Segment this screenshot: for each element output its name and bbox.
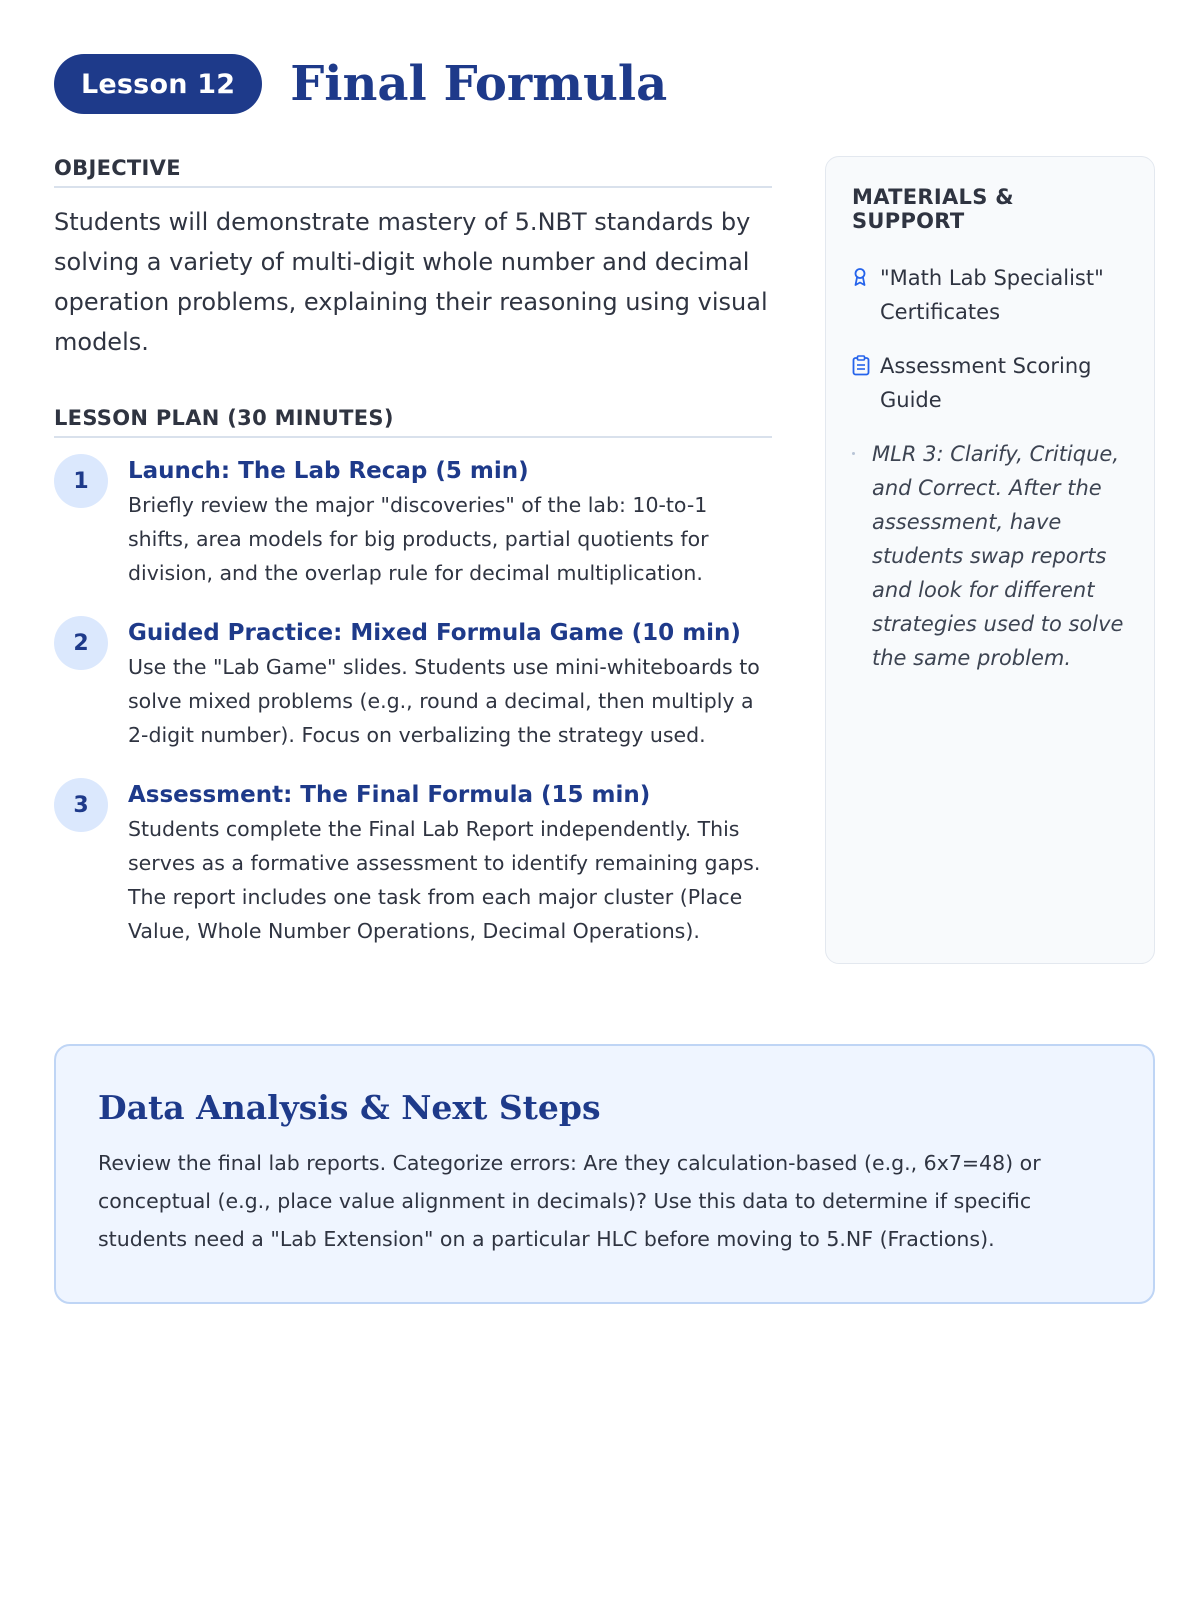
mlr-note-text: MLR 3: Clarify, Critique, and Correct. After the assessment, have students swap reports and look for different strategies used to solve the same problem. — [872, 442, 1124, 670]
step-title: Assessment: The Final Formula (15 min) — [128, 782, 651, 808]
main-content — [54, 156, 772, 974]
lesson-plan-steps — [54, 454, 772, 948]
step-number-badge: 2 — [54, 616, 108, 670]
lesson-step — [54, 454, 772, 590]
clipboard-icon — [852, 349, 880, 417]
mlr-note — [852, 437, 1128, 675]
step-number-badge: 3 — [54, 778, 108, 832]
step-title: Launch: The Lab Recap (5 min) — [128, 458, 529, 484]
objective-heading: OBJECTIVE — [54, 156, 772, 188]
lesson-plan-heading: LESSON PLAN (30 MINUTES) — [54, 406, 772, 438]
material-item — [852, 261, 1128, 329]
material-label: "Math Lab Specialist" Certificates — [880, 266, 1104, 324]
objective-text: Students will demonstrate mastery of 5.NBT standards by solving a variety of multi-digit whole number and decimal operation problems, explaining their reasoning using visual models. — [54, 208, 768, 356]
bullet-dot-icon — [852, 437, 872, 675]
step-description: Briefly review the major "discoveries" of the lab: 10-to-1 shifts, area models for big products, partial quotients for division, and the overlap rule for decimal multiplication. — [128, 493, 709, 585]
lesson-step — [54, 778, 772, 948]
analysis-title: Data Analysis & Next Steps — [98, 1088, 601, 1127]
data-analysis-panel — [54, 1044, 1155, 1304]
materials-heading: MATERIALS & SUPPORT — [852, 185, 1014, 233]
step-description: Use the "Lab Game" slides. Students use mini-whiteboards to solve mixed problems (e.g., round a decimal, then multiply a 2-digit number). Focus on verbalizing the strategy used. — [128, 655, 760, 747]
lesson-number-badge: Lesson 12 — [54, 54, 262, 114]
lesson-header — [54, 54, 667, 114]
step-number-badge: 1 — [54, 454, 108, 508]
lesson-step — [54, 616, 772, 752]
page-title: Final Formula — [290, 56, 668, 112]
step-title: Guided Practice: Mixed Formula Game (10 min) — [128, 620, 741, 646]
material-item — [852, 349, 1128, 417]
analysis-text: Review the final lab reports. Categorize errors: Are they calculation-based (e.g., 6x7=48) or conceptual (e.g., place value alignment in decimals)? Use this data to determine if specific students need a "Lab Extension" on a particular HLC before moving to 5.NF (Fractions). — [98, 1151, 1041, 1251]
materials-sidebar — [825, 156, 1155, 964]
award-ribbon-icon — [852, 261, 880, 329]
material-label: Assessment Scoring Guide — [880, 354, 1092, 412]
step-description: Students complete the Final Lab Report independently. This serves as a formative assessment to identify remaining gaps. The report includes one task from each major cluster (Place Value, Whole Number Operations, Decimal Operations). — [128, 817, 761, 943]
